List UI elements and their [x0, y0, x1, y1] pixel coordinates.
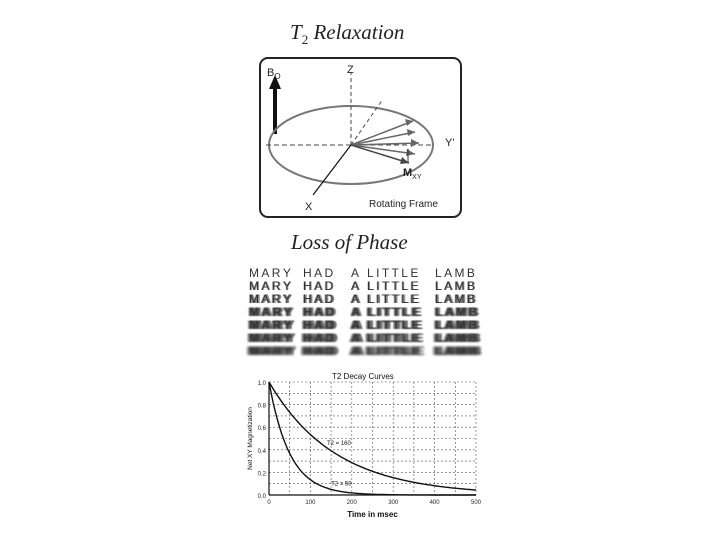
phrase-row	[249, 305, 481, 318]
phrase-word: H A D	[303, 331, 334, 345]
phrase-word: M A R Y	[249, 344, 292, 358]
b0-label: $B_O$	[267, 67, 281, 82]
phrase-word: M A R Y	[249, 292, 291, 306]
x-tick-label: 400	[429, 500, 440, 506]
spin-arrow-4	[351, 145, 415, 154]
phrase-word: L I T T L E	[367, 331, 420, 345]
y-tick-label: 0.8	[257, 403, 266, 410]
mxy-label: $M_{XY}$	[403, 167, 422, 182]
y-tick-label: 1.0	[257, 381, 266, 387]
t2-decay-chart-svg	[240, 365, 490, 525]
phrase-word: H A D	[303, 292, 334, 306]
x-tick-label: 0	[267, 500, 271, 506]
annotation-t2-160: T2 = 160	[326, 441, 351, 448]
phrase-word: A	[351, 292, 360, 306]
phrase-row	[249, 266, 481, 279]
phrase-row	[249, 331, 481, 344]
phrase-word: L A M B	[435, 344, 477, 358]
phrase-row	[249, 318, 481, 331]
phrase-word: L I T T L E	[367, 266, 419, 280]
phrase-word: M A R Y	[249, 318, 292, 332]
phrase-word: A	[351, 331, 360, 345]
phrase-word: L I T T L E	[367, 292, 419, 306]
phrase-word: M A R Y	[249, 331, 292, 345]
phrase-word: L I T T L E	[367, 318, 420, 332]
phrase-word: H A D	[303, 266, 334, 280]
phrase-word: H A D	[303, 318, 334, 332]
y-tick-label: 0.6	[257, 426, 266, 433]
rotating-frame-svg	[261, 59, 460, 216]
phrase-word: H A D	[303, 344, 334, 358]
phrase-word: H A D	[303, 279, 334, 293]
t2-decay-chart	[240, 365, 490, 525]
phrase-word: L A M B	[435, 331, 477, 345]
loss-of-phase-title: Loss of Phase	[291, 230, 408, 254]
phrase-word: L I T T L E	[367, 305, 420, 319]
phrase-word: M A R Y	[249, 305, 292, 319]
phrase-word: A	[351, 318, 360, 332]
spin-arrow-5	[351, 145, 409, 163]
phrase-row	[249, 292, 481, 305]
annotation-t2-50: T2 = 50	[331, 481, 352, 488]
t2-relaxation-title: $T_2$ Relaxation	[290, 20, 405, 48]
phrase-word: L I T T L E	[367, 344, 420, 358]
phrase-word: M A R Y	[249, 279, 291, 293]
rotating-frame-label: Rotating Frame	[369, 199, 438, 210]
y-axis-title: Net XY Magnetization	[247, 407, 254, 470]
x-tick-label: 300	[388, 500, 399, 506]
phrase-word: A	[351, 305, 360, 319]
phrase-word: A	[351, 279, 360, 293]
x-label: X	[305, 201, 313, 213]
y-tick-label: 0.0	[257, 494, 266, 500]
rotating-frame-diagram	[259, 57, 462, 218]
phrase-word: L A M B	[435, 266, 475, 280]
x-axis	[313, 145, 351, 195]
phrase-word: L A M B	[435, 292, 475, 306]
z-label: Z	[347, 64, 354, 76]
phrase-word: L A M B	[435, 305, 477, 319]
phrase-word: L I T T L E	[367, 279, 419, 293]
phrase-word: H A D	[303, 305, 334, 319]
y-tick-label: 0.2	[257, 471, 266, 478]
phrase-word: A	[351, 266, 360, 280]
x-axis-title: Time in msec	[347, 510, 398, 519]
spin-arrow-1	[351, 121, 413, 145]
phrase-word: L A M B	[435, 318, 477, 332]
y-tick-label: 0.4	[257, 448, 266, 455]
phrase-word: M A R Y	[249, 266, 291, 280]
phrase-word: L A M B	[435, 279, 475, 293]
phrase-row	[249, 344, 481, 357]
phrase-row	[249, 279, 481, 292]
y-label: Y'	[445, 137, 455, 149]
phrase-word: A	[351, 344, 360, 358]
chart-title: T2 Decay Curves	[332, 372, 394, 381]
x-tick-label: 200	[346, 500, 357, 506]
x-tick-label: 500	[470, 500, 482, 506]
x-tick-label: 100	[305, 500, 316, 506]
